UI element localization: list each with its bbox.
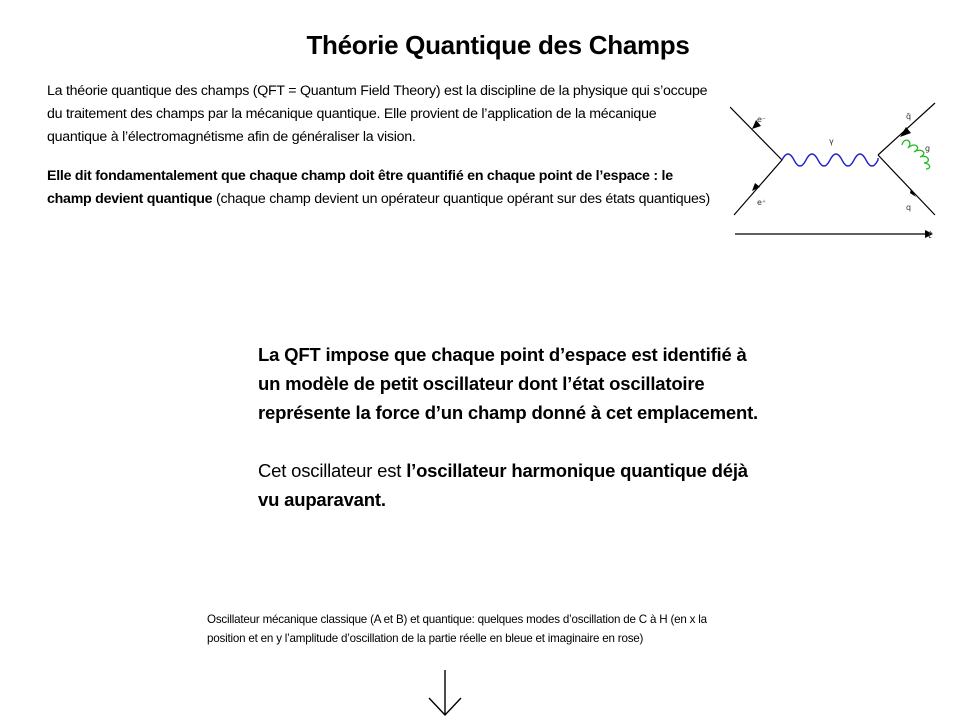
intro-paragraph-1: La théorie quantique des champs (QFT = Quantum Field Theory) est la discipline de la physique qui s’occupe du traitement des champs par la mécanique quantique. Elle provient de l’application de la mécanique quantique à l’électromagnétisme afin de généraliser la vision.	[47, 83, 708, 145]
label-positron: e⁺	[757, 198, 767, 207]
intro-paragraph-2	[47, 165, 719, 211]
arrowhead-bottom-right	[910, 189, 916, 197]
label-gamma: γ	[829, 137, 834, 146]
down-arrow-icon	[425, 668, 465, 720]
label-gluon: g	[925, 144, 931, 153]
label-quark: q	[906, 203, 912, 212]
main-paragraph-2-bold: l’oscillateur harmonique quantique déjà vu auparavant.	[258, 460, 748, 510]
main-paragraph-1: La QFT impose que chaque point d’espace est identifié à un modèle de petit oscillateur dont l’état oscillatoire représente la force d’un champ donné à cet emplacement.	[258, 344, 758, 423]
intro-text	[47, 80, 719, 211]
label-time: t	[928, 230, 932, 241]
figure-caption: Oscillateur mécanique classique (A et B) et quantique: quelques modes d’oscillation de C à H (en x la position et en y l’amplitude d’oscillation de la partie réelle en bleue et imaginaire en rose)	[207, 613, 707, 645]
photon-propagator	[782, 154, 878, 166]
label-electron: e⁻	[757, 115, 767, 124]
feynman-diagram	[730, 95, 950, 250]
intro-paragraph-2-rest: (chaque champ devient un opérateur quantique opérant sur des états quantiques)	[212, 191, 710, 207]
intro-paragraph-2-bold: Elle dit fondamentalement que chaque champ doit être quantifié en chaque point de l’espace : le champ devient quantique	[47, 168, 673, 207]
arrowhead-top-right	[900, 127, 911, 137]
main-paragraph-2	[258, 456, 758, 514]
slide-title: Théorie Quantique des Champs	[306, 30, 690, 60]
label-antiquark: q̄	[906, 112, 912, 121]
fermion-line-top-left	[730, 107, 782, 160]
main-text	[258, 340, 758, 514]
main-paragraph-2-normal: Cet oscillateur est	[258, 460, 407, 481]
